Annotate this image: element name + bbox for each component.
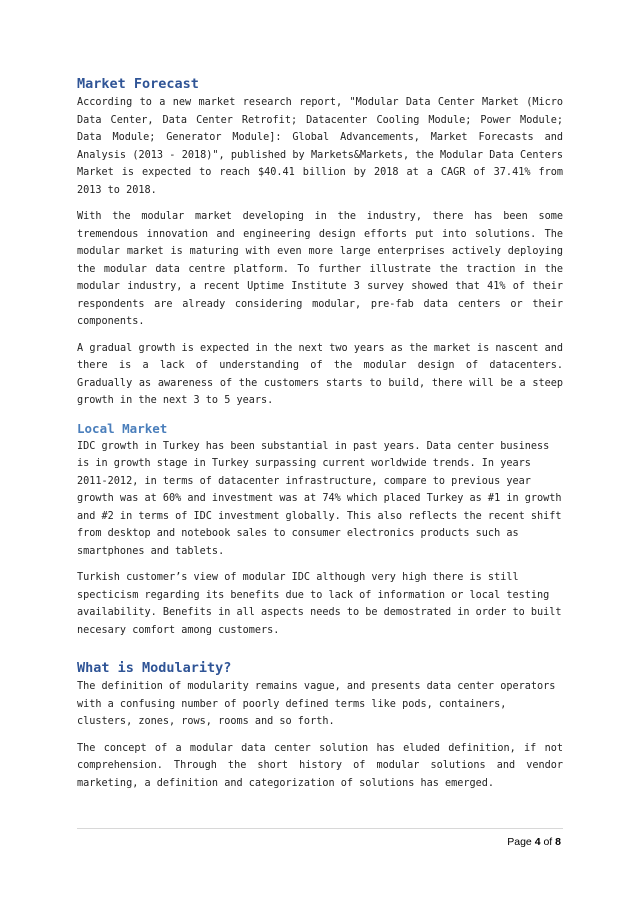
section-heading-what-is-modularity: What is Modularity? — [77, 660, 232, 676]
page-label: Page — [507, 836, 532, 848]
page-number: 4 — [534, 836, 541, 848]
total-pages: 8 — [555, 836, 561, 848]
paragraph: According to a new market research report, "Modular Data Center Market (Micro Data Center, Data Center Retrofit; Datacenter Cooling Module; Power Module; Data Module; Generator Module]: Global Advancements, Market Forecasts and Analysis (2013 - 2018)", published by Markets&Markets, the Modular Data Centers Market is expected to reach $40.41 billion by 2018 at a CAGR of 37.41% from 2013 to 2018. — [77, 97, 563, 196]
section-heading-market-forecast: Market Forecast — [77, 76, 199, 92]
paragraph: IDC growth in Turkey has been substantial in past years. Data center business is in growth stage in Turkey surpassing current worldwide trends. In years 2011-2012, in terms of datacenter infrastructure, compare to previous year growth was at 60% and investment was at 74% which placed Turkey as #1 in growth and #2 in terms of IDC investment globally. This also reflects the recent shift from desktop and notebook sales to consumer electronics products such as smartphones and tablets. — [77, 440, 562, 557]
paragraph: The definition of modularity remains vague, and presents data center operators with a confusing number of poorly defined terms like pods, containers, clusters, zones, rows, rooms and so forth. — [77, 681, 556, 727]
of-label: of — [543, 836, 553, 848]
paragraph: Turkish customer’s view of modular IDC although very high there is still specticism regarding its benefits due to lack of information or local testing availability. Benefits in all aspects needs to be demostrated in order to built necesary comfort among customers. — [77, 572, 562, 636]
page-content — [77, 74, 563, 801]
section-heading-local-market: Local Market — [77, 420, 168, 436]
paragraph: With the modular market developing in the industry, there has been some tremendous innovation and engineering design efforts put into solutions. The modular market is maturing with even more large enterprises actively deploying the modular data centre platform. To further illustrate the traction in the modular industry, a recent Uptime Institute 3 survey showed that 41% of their respondents are already considering modular, pre-fab data centers or their components. — [77, 211, 563, 327]
page-footer — [507, 836, 561, 848]
paragraph: A gradual growth is expected in the next two years as the market is nascent and there is a lack of understanding of the modular design of datacenters. Gradually as awareness of the customers starts to build, there will be a steep growth in the next 3 to 5 years. — [77, 342, 563, 406]
footer-divider — [77, 828, 563, 829]
paragraph: The concept of a modular data center solution has eluded definition, if not comprehension. Through the short history of modular solutions and vendor marketing, a definition and categorization of solutions has emerged. — [77, 742, 563, 789]
